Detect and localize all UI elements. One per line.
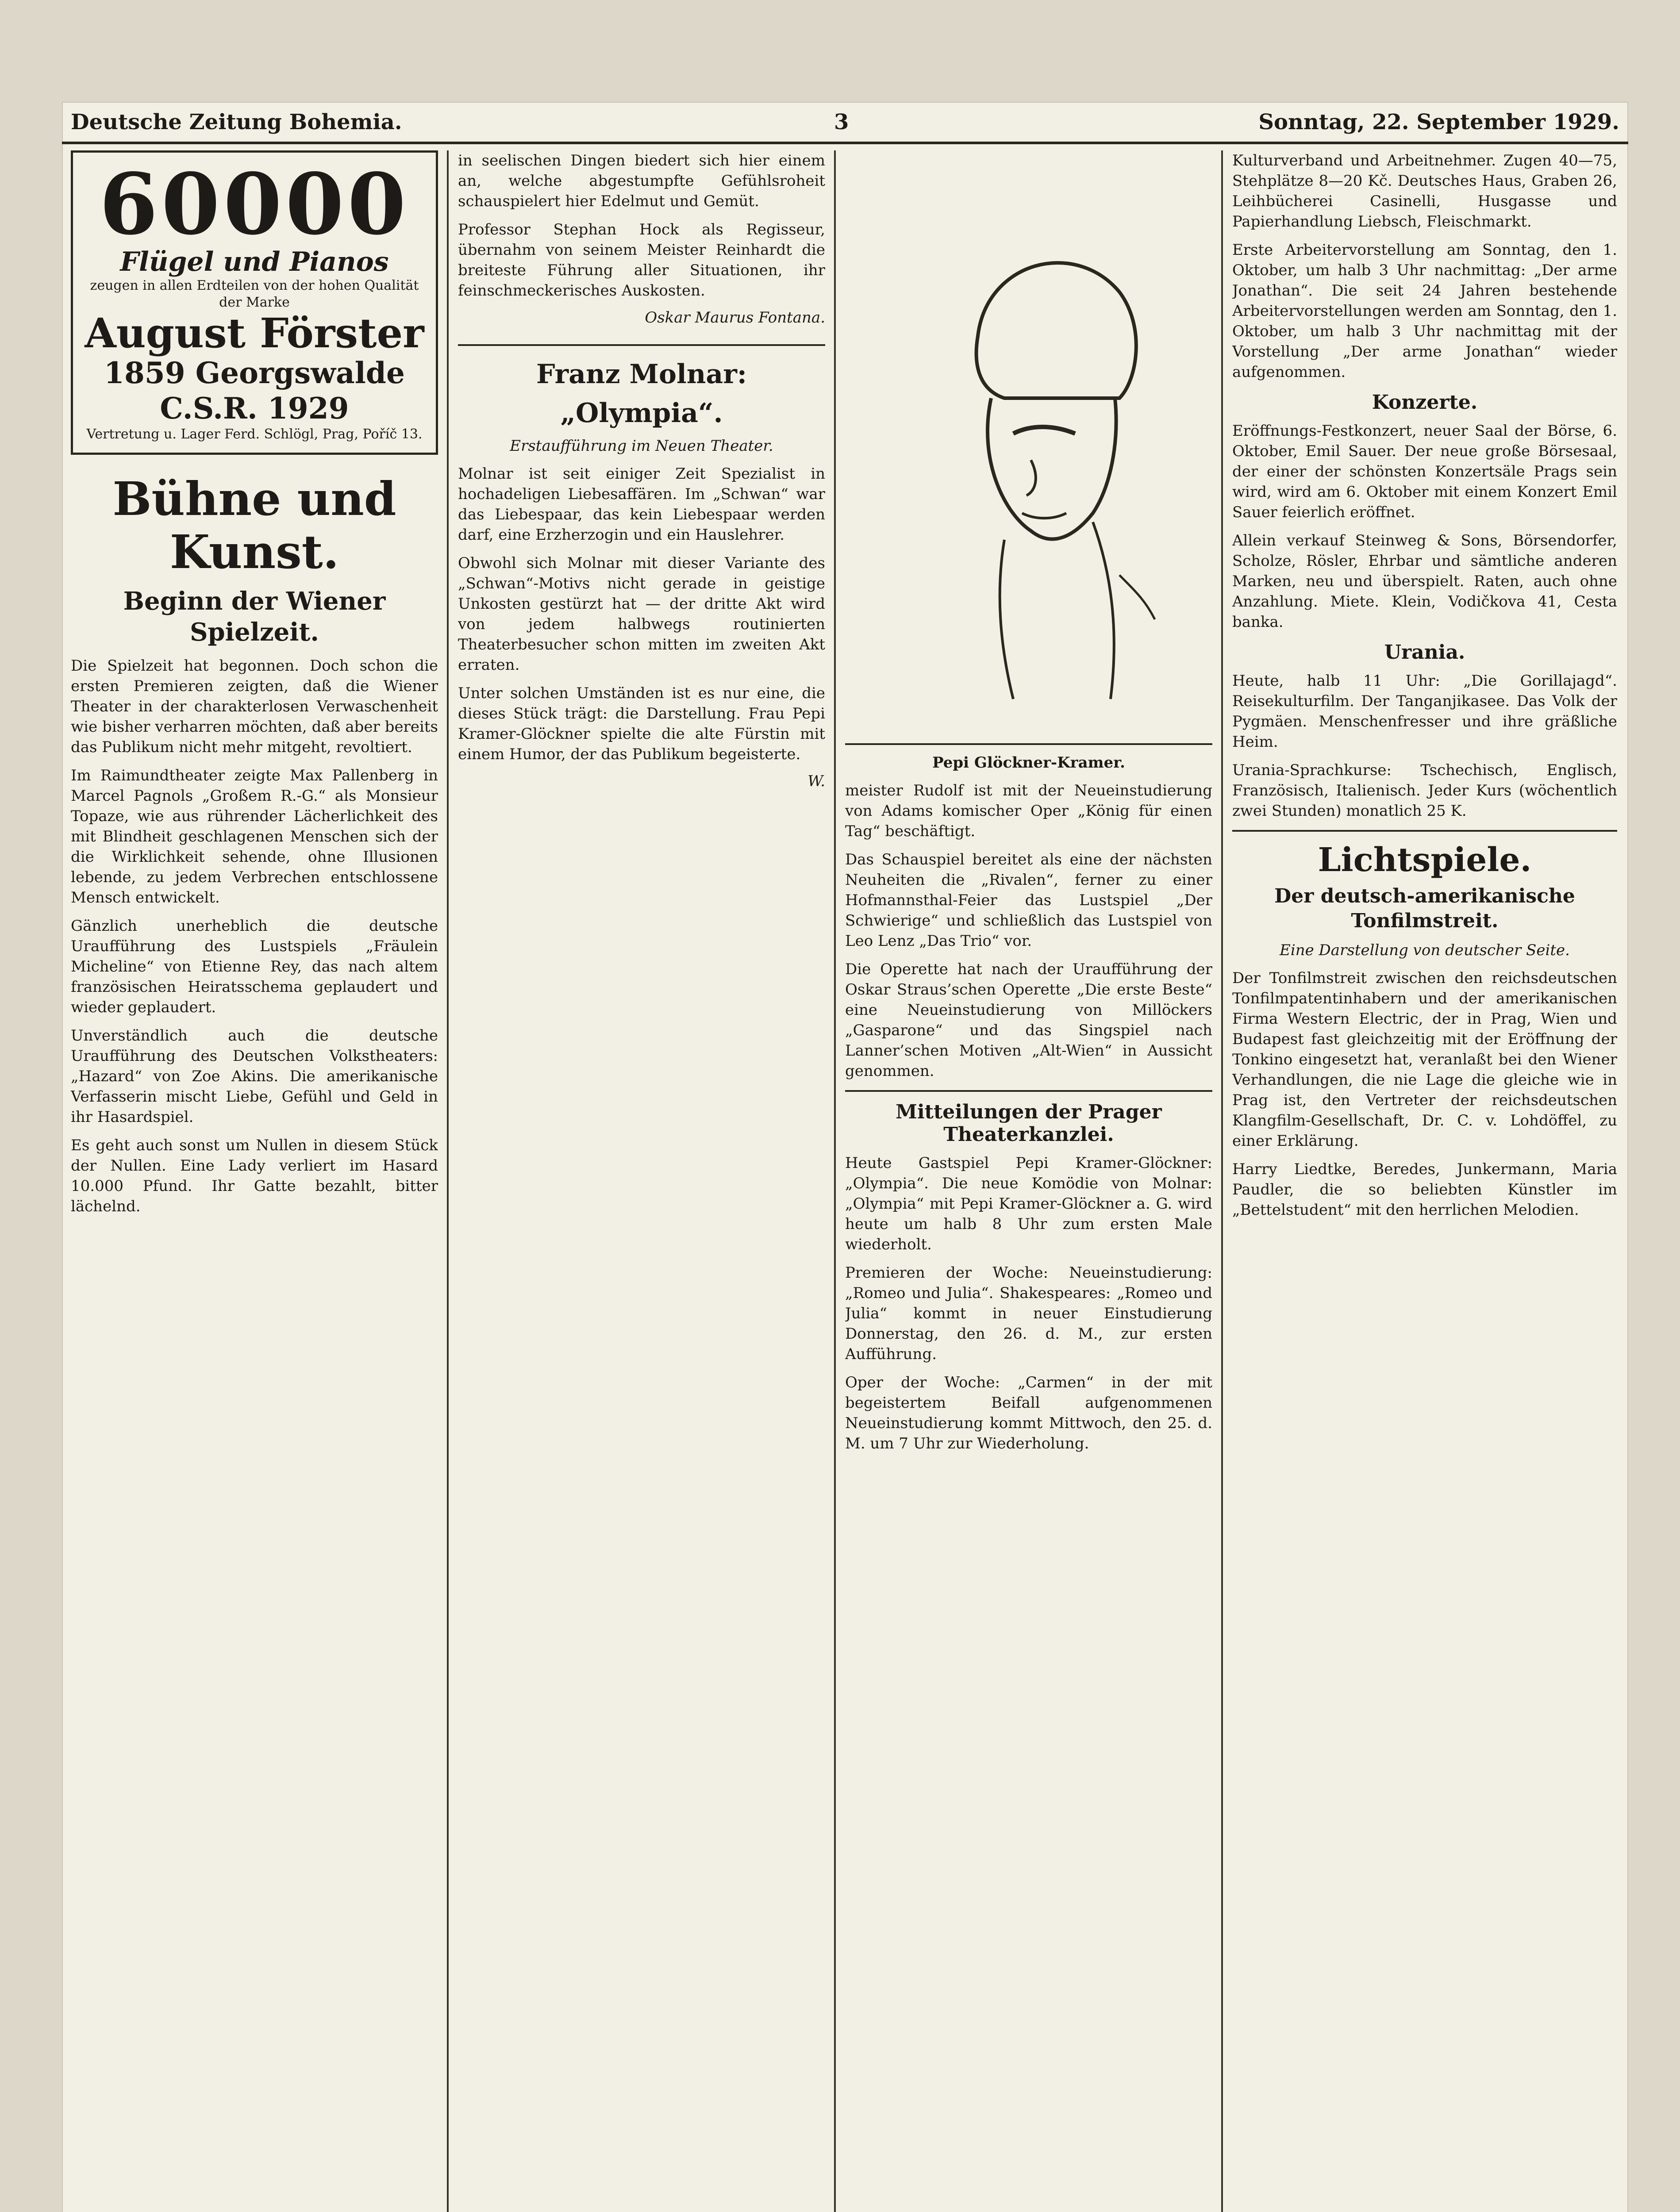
section-theaterkanzlei: Mitteilungen der Prager Theaterkanzlei.: [896, 1101, 1162, 1146]
caricature-caption: Pepi Glöckner-Kramer.: [932, 754, 1125, 772]
page-header: [62, 102, 1628, 144]
article-paragraph: Obwohl sich Molnar mit dieser Variante des „Schwan“-Motivs nicht gerade in geistige Unkosten gestürzt hat — der dritte Akt wird von jedem halbwegs routinierten Theaterbesucher schon mitten im zweiten Akt erraten.: [458, 554, 825, 674]
ad-number: 60000: [99, 155, 410, 253]
article-paragraph: Heute Gastspiel Pepi Kramer-Glöckner: „Olympia“. Die neue Komödie von Molnar: „Olympia“ mit Pepi Kramer-Glöckner a. G. wird heute um halb 8 Uhr zum ersten Male wiederholt.: [845, 1154, 1212, 1253]
article-paragraph: Urania-Sprachkurse: Tschechisch, Englisch, Französisch, Italienisch. Jeder Kurs (wöchentlich zwei Stunden) monatlich 25 K.: [1232, 761, 1617, 820]
article-paragraph: meister Rudolf ist mit der Neueinstudierung von Adams komischer Oper „König für einen Tag“ beschäftigt.: [845, 782, 1212, 840]
divider: [1232, 830, 1617, 832]
column-divider: [834, 150, 836, 2212]
section-title-buehne: Bühne und Kunst.: [112, 472, 396, 579]
article-paragraph: Im Raimundtheater zeigte Max Pallenberg in Marcel Pagnols „Großem R.-G.“ als Monsieur Topaze, wie aus rührender Lächerlichkeit des mit Blindheit geschlagenen Menschen sich der die Wirklichkeit sehende, ohne Illusionen lebende, zu jedem Verbrechen entschlossene Mensch entwickelt.: [71, 767, 438, 906]
section-konzerte: Konzerte.: [1372, 391, 1478, 414]
article-paragraph: Premieren der Woche: Neueinstudierung: „Romeo und Julia“. Shakespeares: „Romeo und Julia“ kommt in neuer Einstudierung Donnerstag, den 26. d. M., zur ersten Aufführung.: [845, 1264, 1212, 1363]
article-paragraph: Oper der Woche: „Carmen“ in der mit begeistertem Beifall aufgenommenen Neueinstudierung kommt Mittwoch, den 25. d. M. um 7 Uhr zur Wiederholung.: [845, 1374, 1212, 1452]
article-paragraph: Allein verkauf Steinweg & Sons, Börsendorfer, Scholze, Rösler, Ehrbar und sämtliche anderen Marken, neu und überspielt. Raten, auch ohne Anzahlung. Miete. Klein, Vodičkova 41, Cesta banka.: [1232, 532, 1617, 631]
column-1: [71, 150, 438, 2212]
page-number: 3: [834, 110, 849, 134]
article-paragraph: Die Operette hat nach der Uraufführung der Oskar Straus’schen Operette „Die erste Beste“ eine Neueinstudierung von Millöckers „Gasparone“ und das Singspiel nach Lanner’schen Motiven „Alt-Wien“ in Aussicht genommen.: [845, 960, 1212, 1080]
article-paragraph: Das Schauspiel bereitet als eine der nächsten Neuheiten die „Rivalen“, ferner zu einer Hofmannsthal-Feier das Lustspiel „Der Schwierige“ und schließlich das Lustspiel von Leo Lenz „Das Trio“ vor.: [845, 851, 1212, 950]
ad-tagline: zeugen in allen Erdteilen von der hohen Qualität der Marke: [90, 278, 419, 310]
column-divider: [1221, 150, 1223, 2212]
piano-advertisement: [71, 150, 438, 455]
article-paragraph: Eröffnungs-Festkonzert, neuer Saal der Börse, 6. Oktober, Emil Sauer. Der neue große Börsesaal, der einer der schönsten Konzertsäle Prags sein wird, wird am 6. Oktober mit einem Konzert Emil Sauer feierlich eröffnet.: [1232, 422, 1617, 521]
divider: [845, 1090, 1212, 1092]
article-paragraph: Unverständlich auch die deutsche Uraufführung des Deutschen Volkstheaters: „Hazard“ von Zoe Akins. Die amerikanische Verfasserin mischt Liebe, Gefühl und Geld in ihr Hasardspiel.: [71, 1027, 438, 1126]
ad-years: 1859 Georgswalde C.S.R. 1929: [104, 356, 405, 426]
article-paragraph: Heute, halb 11 Uhr: „Die Gorillajagd“. Reisekulturfilm. Der Tanganjikasee. Das Volk der Pygmäen. Menschenfresser und ihre gräßliche Heim.: [1232, 672, 1617, 751]
newspaper-page: [62, 102, 1628, 2212]
article-paragraph: Harry Liedtke, Beredes, Junkermann, Maria Paudler, die so beliebten Künstler im „Bettelstudent“ mit den herrlichen Melodien.: [1232, 1160, 1617, 1219]
article-paragraph: Kulturverband und Arbeitnehmer. Zugen 40—75, Stehplätze 8—20 Kč. Deutsches Haus, Graben 26, Leihbücherei Casinelli, Husgasse und Papierhandlung Liebsch, Fleischmarkt.: [1232, 152, 1617, 230]
article-paragraph: Die Spielzeit hat begonnen. Doch schon die ersten Premieren zeigten, daß die Wiener Theater in der charakterlosen Verwaschenheit wie bisher verharren möchten, daß aber bereits das Publikum nicht mehr mitgeht, revoltiert.: [71, 657, 438, 756]
article-paragraph: Erste Arbeitervorstellung am Sonntag, den 1. Oktober, um halb 3 Uhr nachmittag: „Der arme Jonathan“. Die seit 24 Jahren bestehende Arbeitervorstellungen werden am Sonntag, den 1. Oktober, um halb 3 Uhr nachmittag mit der Vorstellung „Der arme Jonathan“ wieder aufgenommen.: [1232, 241, 1617, 381]
article-paragraph: Der Tonfilmstreit zwischen den reichsdeutschen Tonfilmpatentinhabern und der amerikanischen Firma Western Electric, der in Prag, Wien und Budapest fast gleichzeitig mit der Eröffnung der Tonkino eingesetzt hat, veranlaßt bei den Wiener Verhandlungen, die nie Lage die gleiche wie in Prag ist, den Vertreter der reichsdeutschen Klangfilm-Gesellschaft, Dr. C. v. Lohdöffel, zu einer Erklärung.: [1232, 969, 1617, 1150]
article-subtitle: Eine Darstellung von deutscher Seite.: [1280, 941, 1570, 959]
ad-headline: Flügel und Pianos: [120, 246, 389, 277]
column-divider: [447, 150, 449, 2212]
article-signature: Oskar Maurus Fontana.: [645, 309, 825, 326]
ad-representative: Vertretung u. Lager Ferd. Schlögl, Prag, Poříč 13.: [86, 426, 423, 442]
article-paragraph: Es geht auch sonst um Nullen in diesem Stück der Nullen. Eine Lady verliert im Hasard 10.000 Pfund. Ihr Gatte bezahlt, bitter lächelnd.: [71, 1137, 438, 1215]
issue-date: Sonntag, 22. September 1929.: [1258, 110, 1619, 134]
column-2: [458, 150, 825, 2212]
column-3: [845, 150, 1212, 2212]
caricature-drawing: [845, 150, 1212, 745]
article-title-olympia: Franz Molnar: „Olympia“.: [536, 359, 747, 429]
article-paragraph: Gänzlich unerheblich die deutsche Uraufführung des Lustspiels „Fräulein Micheline“ von Etienne Rey, das nach altem französischen Heiratsschema geplaudert und wieder geplaudert.: [71, 917, 438, 1016]
article-paragraph: in seelischen Dingen biedert sich hier einem an, welche abgestumpfte Gefühlsroheit schauspielert hier Edelmut und Gemüt.: [458, 152, 825, 210]
article-paragraph: Unter solchen Umständen ist es nur eine, die dieses Stück trägt: die Darstellung. Frau Pepi Kramer-Glöckner spielte die alte Fürstin mit einem Humor, der das Publikum begeisterte.: [458, 684, 825, 763]
column-4: [1232, 150, 1617, 2212]
section-urania: Urania.: [1384, 641, 1465, 664]
article-title-tonfilmstreit: Der deutsch-amerikanische Tonfilmstreit.: [1274, 885, 1575, 932]
ad-company: August Förster: [85, 309, 424, 357]
masthead-name: Deutsche Zeitung Bohemia.: [71, 110, 402, 134]
article-paragraph: Molnar ist seit einiger Zeit Spezialist in hochadeligen Liebesaffären. Im „Schwan“ war das Liebespaar, das kein Liebespaar werden darf, eine Erzherzogin und ein Hauslehrer.: [458, 465, 825, 544]
article-subtitle: Erstaufführung im Neuen Theater.: [510, 437, 773, 455]
article-title-wiener-spielzeit: Beginn der Wiener Spielzeit.: [123, 587, 386, 647]
section-title-lichtspiele: Lichtspiele.: [1318, 841, 1532, 879]
article-paragraph: Professor Stephan Hock als Regisseur, übernahm von seinem Meister Reinhardt die breiteste Führung aller Situationen, ihr feinschmeckerisches Auskosten.: [458, 221, 825, 300]
divider: [458, 344, 825, 346]
article-signature: W.: [807, 772, 825, 790]
caricature-svg: [845, 150, 1212, 743]
